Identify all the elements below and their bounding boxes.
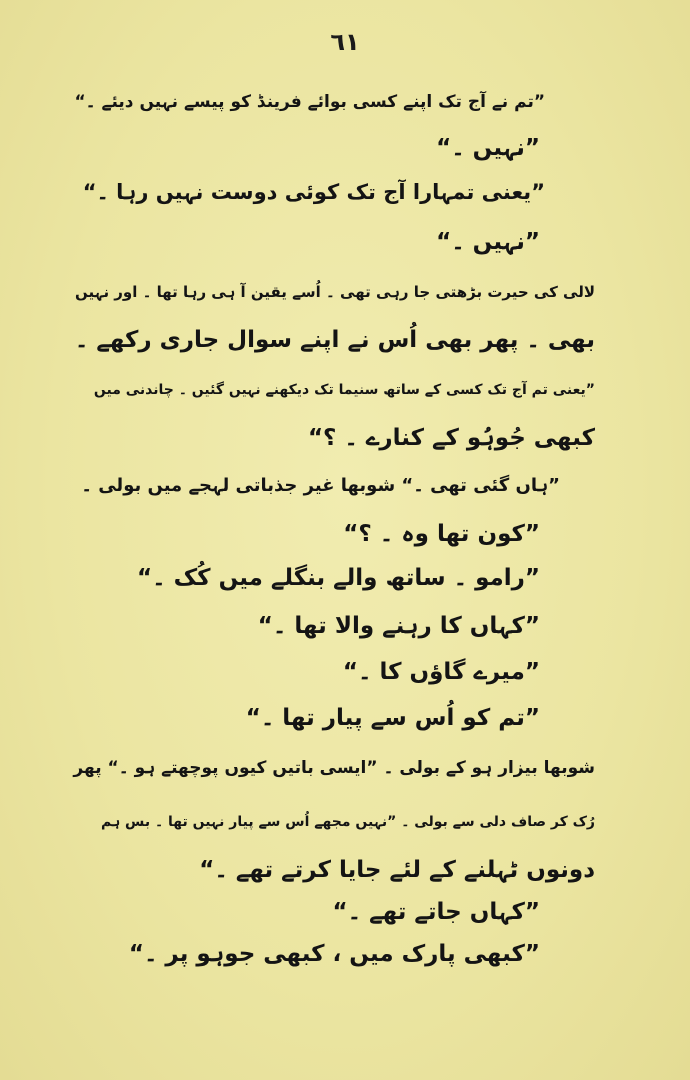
text-line: ”کہاں جاتے تھے ۔“ (332, 899, 540, 925)
text-line: کبھی جُوہُو کے کنارے ۔ ؟“ (307, 425, 595, 451)
text-line: ”تم نے آج تک اپنے کسی بوائے فرینڈ کو پیسے نہیں دیئے ۔“ (74, 92, 545, 112)
text-line: ”یعنی تمہارا آج تک کوئی دوست نہیں رہا ۔“ (82, 180, 545, 204)
text-line: لالی کی حیرت بڑھتی جا رہی تھی ۔ اُسے یقین آ ہی رہا تھا ۔ اور نہیں (75, 283, 595, 301)
text-line: ”نہیں ۔“ (436, 135, 540, 161)
text-line: ”ہاں گئی تھی ۔“ شوبھا غیر جذباتی لہجے میں بولی ۔ (81, 475, 560, 496)
text-line: ”کہاں کا رہنے والا تھا ۔“ (257, 613, 540, 639)
text-line: بھی ۔ پھر بھی اُس نے اپنے سوال جاری رکھے ۔ (74, 327, 595, 353)
text-line: ”کبھی پارک میں ، کبھی جوہو پر ۔“ (128, 941, 540, 967)
text-line: ”کون تھا وہ ۔ ؟“ (343, 521, 540, 547)
text-line: رُک کر صاف دلی سے بولی ۔ ”نہیں مجھے اُس سے پیار نہیں تھا ۔ بس ہم (100, 814, 595, 830)
page-number: ٦١ (330, 28, 360, 56)
text-line: ”رامو ۔ ساتھ والے بنگلے میں کُک ۔“ (137, 565, 540, 591)
text-line: شوبھا بیزار ہو کے بولی ۔ ”ایسی باتیں کیوں پوچھتے ہو ۔“ پھر (73, 758, 595, 778)
text-line: ”یعنی تم آج تک کسی کے ساتھ سنیما تک دیکھنے نہیں گئیں ۔ چاندنی میں (93, 382, 595, 398)
text-line: ”نہیں ۔“ (436, 229, 540, 255)
text-line: دونوں ٹہلنے کے لئے جایا کرتے تھے ۔“ (199, 857, 595, 883)
text-line: ”میرے گاؤں کا ۔“ (342, 659, 540, 685)
text-line: ”تم کو اُس سے پیار تھا ۔“ (245, 705, 540, 731)
